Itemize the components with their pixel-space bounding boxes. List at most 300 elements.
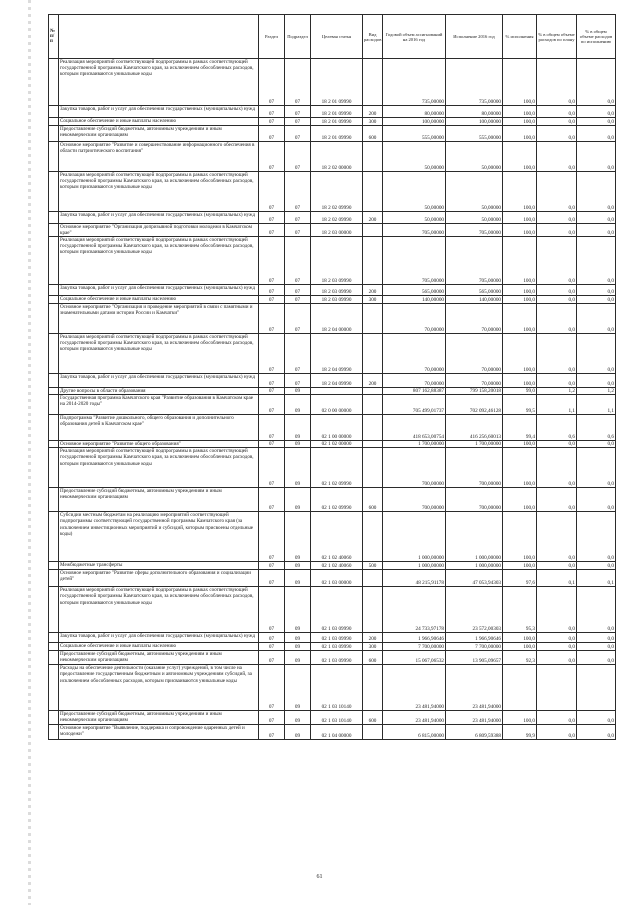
cell-subsection: 07 <box>285 374 311 388</box>
cell-share-execution: 0,0 <box>577 488 616 512</box>
header-execution: Исполнение 2016 год <box>446 15 503 59</box>
cell-name: Другие вопросы в области образования <box>59 388 259 395</box>
cell-name: Предоставление субсидий бюджетным, автономным учреждениям и иным некоммерческим организациям <box>59 651 259 665</box>
cell-section: 07 <box>259 224 285 237</box>
cell-annual-allocation: 15 067,06532 <box>383 651 446 665</box>
cell-execution: 705,00000 <box>446 224 503 237</box>
cell-expense-type <box>363 142 383 172</box>
cell-execution: 6 809,59388 <box>446 725 503 740</box>
cell-annual-allocation: 140,00000 <box>383 296 446 304</box>
cell-target-article: 18 2 01 09990 <box>311 106 363 118</box>
cell-share-plan <box>537 665 577 711</box>
cell-execution: 702 092,46128 <box>446 395 503 415</box>
cell-execution-percent: 100,0 <box>503 643 537 651</box>
cell-target-article: 02 1 00 00000 <box>311 415 363 441</box>
cell-annual-allocation: 24 733,97178 <box>383 587 446 633</box>
cell-execution: 13 905,09657 <box>446 651 503 665</box>
page-number: 61 <box>316 874 323 880</box>
cell-target-article: 02 0 00 00000 <box>311 395 363 415</box>
cell-share-execution: 0,0 <box>577 512 616 562</box>
cell-share-execution: 0,0 <box>577 643 616 651</box>
cell-name: Социальное обеспечение и иные выплаты населению <box>59 118 259 126</box>
cell-number <box>49 118 59 126</box>
cell-share-plan: 0,0 <box>537 633 577 643</box>
cell-name: Основное мероприятие "Организация допризывной подготовки молодежи в Камчатском крае" <box>59 224 259 237</box>
cell-number <box>49 296 59 304</box>
table-row <box>49 665 616 711</box>
cell-target-article: 18 2 04 09990 <box>311 334 363 374</box>
cell-section: 07 <box>259 633 285 643</box>
cell-name: Реализация мероприятий соответствующей подпрограммы в рамках соответствующей государственной программы Камчатского края, за исключением обособленных расходов, которым присваиваются уникальные коды <box>59 334 259 374</box>
cell-execution: 70,00000 <box>446 334 503 374</box>
cell-section: 07 <box>259 237 285 285</box>
cell-share-plan: 0,0 <box>537 651 577 665</box>
cell-share-plan: 0,0 <box>537 562 577 570</box>
cell-share-execution: 0,0 <box>577 448 616 488</box>
cell-expense-type <box>363 237 383 285</box>
cell-execution-percent <box>503 665 537 711</box>
cell-number <box>49 488 59 512</box>
cell-number <box>49 725 59 740</box>
cell-section: 07 <box>259 725 285 740</box>
cell-execution-percent: 100,0 <box>503 212 537 224</box>
cell-share-plan: 0,0 <box>537 224 577 237</box>
cell-target-article: 18 2 04 09990 <box>311 374 363 388</box>
cell-section: 07 <box>259 285 285 296</box>
cell-target-article: 18 2 01 09990 <box>311 59 363 106</box>
header-expense-type: Вид расходов <box>363 15 383 59</box>
header-target-article: Целевая статья <box>311 15 363 59</box>
cell-share-plan: 1,1 <box>537 395 577 415</box>
cell-expense-type <box>363 441 383 448</box>
cell-share-plan: 0,1 <box>537 570 577 587</box>
cell-name: Предоставление субсидий бюджетным, автономным учреждениям и иным некоммерческим организациям <box>59 711 259 725</box>
table-row <box>49 711 616 725</box>
cell-name: Основное мероприятие "Развитие и совершенствование информационного обеспечения в области патриотического воспитания" <box>59 142 259 172</box>
page-binding-margin <box>28 0 31 905</box>
cell-target-article: 02 1 03 10140 <box>311 711 363 725</box>
cell-share-execution: 0,0 <box>577 651 616 665</box>
cell-share-execution: 0,0 <box>577 334 616 374</box>
table-row <box>49 587 616 633</box>
cell-share-plan: 0,0 <box>537 118 577 126</box>
table-row <box>49 633 616 643</box>
cell-execution-percent: 100,0 <box>503 334 537 374</box>
cell-subsection: 07 <box>285 304 311 334</box>
table-row <box>49 106 616 118</box>
cell-name: Подпрограмма "Развитие дошкольного, общего образования и дополнительного образования детей в Камчатском крае" <box>59 415 259 441</box>
cell-subsection: 09 <box>285 512 311 562</box>
cell-subsection: 09 <box>285 488 311 512</box>
cell-name: Закупка товаров, работ и услуг для обеспечения государственных (муниципальных) нужд <box>59 212 259 224</box>
cell-name: Реализация мероприятий соответствующей подпрограммы в рамках соответствующей государственной программы Камчатского края, за исключением обособленных расходов, которым присваиваются уникальные коды <box>59 59 259 106</box>
table-row <box>49 142 616 172</box>
cell-share-plan: 0,6 <box>537 415 577 441</box>
cell-annual-allocation: 1 700,00000 <box>383 441 446 448</box>
cell-target-article <box>311 388 363 395</box>
cell-number <box>49 106 59 118</box>
cell-name: Реализация мероприятий соответствующей подпрограммы в рамках соответствующей государственной программы Камчатского края, за исключением обособленных расходов, которым присваиваются уникальные коды <box>59 237 259 285</box>
cell-number <box>49 633 59 643</box>
cell-number <box>49 334 59 374</box>
cell-execution: 70,00000 <box>446 304 503 334</box>
cell-execution: 140,00000 <box>446 296 503 304</box>
cell-number <box>49 570 59 587</box>
cell-share-execution: 0,0 <box>577 296 616 304</box>
cell-number <box>49 711 59 725</box>
cell-share-plan: 0,0 <box>537 374 577 388</box>
table-row <box>49 304 616 334</box>
cell-annual-allocation: 70,00000 <box>383 304 446 334</box>
cell-execution-percent: 99,0 <box>503 388 537 395</box>
cell-name: Предоставление субсидий бюджетным, автономным учреждениям и иным некоммерческим организациям <box>59 126 259 142</box>
cell-number <box>49 285 59 296</box>
cell-number <box>49 441 59 448</box>
cell-expense-type <box>363 512 383 562</box>
table-row <box>49 296 616 304</box>
cell-target-article: 18 2 01 09990 <box>311 118 363 126</box>
cell-subsection: 09 <box>285 415 311 441</box>
cell-execution-percent: 100,0 <box>503 441 537 448</box>
cell-expense-type <box>363 415 383 441</box>
cell-section: 07 <box>259 118 285 126</box>
cell-execution-percent: 95,3 <box>503 587 537 633</box>
cell-execution-percent: 92,3 <box>503 651 537 665</box>
cell-expense-type: 300 <box>363 296 383 304</box>
cell-expense-type <box>363 59 383 106</box>
cell-annual-allocation: 705,00000 <box>383 224 446 237</box>
cell-section: 07 <box>259 374 285 388</box>
cell-section: 07 <box>259 388 285 395</box>
cell-execution-percent: 100,0 <box>503 224 537 237</box>
cell-section: 07 <box>259 126 285 142</box>
cell-share-execution: 0,0 <box>577 126 616 142</box>
cell-section: 07 <box>259 665 285 711</box>
cell-subsection: 07 <box>285 224 311 237</box>
cell-name: Субсидии местным бюджетам на реализацию мероприятий соответствующей подпрограммы соответствующей государственной программы Камчатского края (за исключением инвестиционных мероприятий и субсидий, которым присвоены отдельные коды) <box>59 512 259 562</box>
cell-annual-allocation: 705,00000 <box>383 237 446 285</box>
cell-subsection: 09 <box>285 633 311 643</box>
cell-subsection: 09 <box>285 643 311 651</box>
cell-share-plan: 0,0 <box>537 448 577 488</box>
cell-share-execution: 0,0 <box>577 374 616 388</box>
cell-subsection: 07 <box>285 172 311 212</box>
table-row <box>49 212 616 224</box>
cell-annual-allocation: 48 215,91178 <box>383 570 446 587</box>
cell-share-execution: 0,0 <box>577 725 616 740</box>
cell-target-article: 18 2 03 09990 <box>311 237 363 285</box>
cell-annual-allocation: 1 000,00000 <box>383 512 446 562</box>
cell-share-plan: 0,0 <box>537 106 577 118</box>
table-row <box>49 374 616 388</box>
cell-subsection: 07 <box>285 59 311 106</box>
cell-annual-allocation: 23 481,94000 <box>383 711 446 725</box>
cell-share-plan: 0,0 <box>537 142 577 172</box>
cell-subsection: 09 <box>285 562 311 570</box>
cell-name: Реализация мероприятий соответствующей подпрограммы в рамках соответствующей государственной программы Камчатского края, за исключением обособленных расходов, которым присваиваются уникальные коды <box>59 448 259 488</box>
cell-execution-percent: 100,0 <box>503 448 537 488</box>
cell-share-execution: 0,1 <box>577 570 616 587</box>
cell-number <box>49 237 59 285</box>
cell-execution-percent: 100,0 <box>503 172 537 212</box>
cell-target-article: 02 1 04 00000 <box>311 725 363 740</box>
cell-share-execution <box>577 665 616 711</box>
cell-number <box>49 512 59 562</box>
cell-expense-type <box>363 334 383 374</box>
cell-annual-allocation: 80,00000 <box>383 106 446 118</box>
cell-section: 07 <box>259 296 285 304</box>
cell-execution-percent: 100,0 <box>503 142 537 172</box>
cell-subsection: 07 <box>285 126 311 142</box>
cell-subsection: 07 <box>285 237 311 285</box>
cell-execution: 799 158,20018 <box>446 388 503 395</box>
cell-expense-type: 200 <box>363 374 383 388</box>
table-row <box>49 448 616 488</box>
cell-expense-type <box>363 665 383 711</box>
cell-number <box>49 374 59 388</box>
cell-expense-type <box>363 172 383 212</box>
cell-section: 07 <box>259 106 285 118</box>
cell-section: 07 <box>259 587 285 633</box>
table-row <box>49 126 616 142</box>
cell-share-execution: 1,2 <box>577 388 616 395</box>
cell-name: Основное мероприятие "Развитие общего образования" <box>59 441 259 448</box>
cell-name: Закупка товаров, работ и услуг для обеспечения государственных (муниципальных) нужд <box>59 633 259 643</box>
table-row <box>49 172 616 212</box>
cell-annual-allocation: 700,00000 <box>383 448 446 488</box>
table-row <box>49 237 616 285</box>
cell-subsection: 09 <box>285 725 311 740</box>
cell-execution: 50,00000 <box>446 142 503 172</box>
cell-expense-type <box>363 304 383 334</box>
cell-execution: 1 000,00000 <box>446 562 503 570</box>
table-row <box>49 512 616 562</box>
cell-subsection: 07 <box>285 212 311 224</box>
header-number: № п/п <box>49 15 59 59</box>
cell-section: 07 <box>259 448 285 488</box>
cell-target-article: 02 1 03 09990 <box>311 587 363 633</box>
cell-expense-type: 200 <box>363 633 383 643</box>
cell-name: Закупка товаров, работ и услуг для обеспечения государственных (муниципальных) нужд <box>59 285 259 296</box>
cell-section: 07 <box>259 711 285 725</box>
cell-section: 07 <box>259 570 285 587</box>
cell-share-execution: 0,0 <box>577 142 616 172</box>
cell-execution-percent: 100,0 <box>503 106 537 118</box>
cell-annual-allocation: 6 815,00000 <box>383 725 446 740</box>
cell-execution-percent: 100,0 <box>503 118 537 126</box>
cell-number <box>49 304 59 334</box>
cell-annual-allocation: 555,00000 <box>383 126 446 142</box>
cell-share-execution: 0,0 <box>577 172 616 212</box>
cell-share-plan: 0,0 <box>537 441 577 448</box>
cell-subsection: 09 <box>285 587 311 633</box>
table-header <box>49 15 616 59</box>
table-row <box>49 643 616 651</box>
cell-execution: 565,00000 <box>446 285 503 296</box>
cell-execution: 23 481,94000 <box>446 711 503 725</box>
cell-execution: 700,00000 <box>446 448 503 488</box>
cell-execution-percent: 100,0 <box>503 126 537 142</box>
cell-subsection: 09 <box>285 388 311 395</box>
cell-name: Социальное обеспечение и иные выплаты населению <box>59 643 259 651</box>
cell-expense-type: 600 <box>363 126 383 142</box>
cell-execution: 735,00000 <box>446 59 503 106</box>
header-execution-percent: % исполнения <box>503 15 537 59</box>
cell-name: Основное мероприятие "Развитие сферы дополнительного образования и социализации детей" <box>59 570 259 587</box>
table-row <box>49 441 616 448</box>
cell-execution: 700,00000 <box>446 488 503 512</box>
cell-execution: 7 700,00000 <box>446 643 503 651</box>
cell-subsection: 09 <box>285 570 311 587</box>
cell-execution: 50,00000 <box>446 172 503 212</box>
cell-target-article: 02 1 02 40060 <box>311 562 363 570</box>
cell-annual-allocation: 1 000,00000 <box>383 562 446 570</box>
cell-target-article: 18 2 02 09990 <box>311 212 363 224</box>
cell-number <box>49 142 59 172</box>
cell-share-execution: 0,0 <box>577 212 616 224</box>
cell-number <box>49 212 59 224</box>
table-row <box>49 59 616 106</box>
cell-share-execution: 0,0 <box>577 304 616 334</box>
cell-execution-percent: 100,0 <box>503 237 537 285</box>
cell-share-execution: 0,0 <box>577 237 616 285</box>
cell-name: Закупка товаров, работ и услуг для обеспечения государственных (муниципальных) нужд <box>59 374 259 388</box>
cell-subsection: 07 <box>285 296 311 304</box>
table-row <box>49 285 616 296</box>
cell-execution: 1 700,00000 <box>446 441 503 448</box>
cell-share-execution: 0,0 <box>577 106 616 118</box>
cell-subsection: 07 <box>285 118 311 126</box>
cell-target-article: 02 1 02 40060 <box>311 512 363 562</box>
cell-subsection: 09 <box>285 448 311 488</box>
cell-execution: 555,00000 <box>446 126 503 142</box>
table-row <box>49 118 616 126</box>
cell-number <box>49 388 59 395</box>
cell-execution-percent: 99,4 <box>503 415 537 441</box>
table-row <box>49 224 616 237</box>
cell-subsection: 09 <box>285 395 311 415</box>
cell-expense-type: 600 <box>363 711 383 725</box>
cell-share-execution: 0,0 <box>577 633 616 643</box>
cell-share-plan: 0,0 <box>537 296 577 304</box>
table-row <box>49 488 616 512</box>
header-share-execution: % в общем объеме расходов по исполнению <box>577 15 616 59</box>
cell-share-execution: 0,0 <box>577 118 616 126</box>
cell-number <box>49 59 59 106</box>
cell-number <box>49 651 59 665</box>
cell-target-article: 02 1 03 09990 <box>311 633 363 643</box>
cell-subsection: 07 <box>285 142 311 172</box>
cell-share-plan: 0,0 <box>537 725 577 740</box>
cell-section: 07 <box>259 651 285 665</box>
cell-target-article: 18 2 02 00000 <box>311 142 363 172</box>
cell-name: Предоставление субсидий бюджетным, автономным учреждениям и иным некоммерческим организациям <box>59 488 259 512</box>
cell-expense-type <box>363 224 383 237</box>
cell-section: 07 <box>259 59 285 106</box>
cell-share-plan: 0,0 <box>537 643 577 651</box>
cell-annual-allocation: 705 499,01737 <box>383 395 446 415</box>
cell-annual-allocation: 418 653,00754 <box>383 415 446 441</box>
cell-section: 07 <box>259 212 285 224</box>
cell-expense-type: 200 <box>363 106 383 118</box>
cell-share-execution: 0,0 <box>577 711 616 725</box>
cell-target-article: 02 1 03 09990 <box>311 643 363 651</box>
cell-share-plan: 0,0 <box>537 237 577 285</box>
cell-share-execution: 1,1 <box>577 395 616 415</box>
cell-number <box>49 172 59 212</box>
cell-execution-percent: 100,0 <box>503 59 537 106</box>
cell-subsection: 07 <box>285 106 311 118</box>
cell-section: 07 <box>259 441 285 448</box>
cell-annual-allocation: 50,00000 <box>383 142 446 172</box>
cell-annual-allocation: 565,00000 <box>383 285 446 296</box>
cell-name: Расходы на обеспечение деятельности (оказание услуг) учреждений, в том числе на предоставление государственным бюджетным и автономным учреждениям субсидий, за исключением обособленных расходов, которым присваиваются уникальные коды <box>59 665 259 711</box>
cell-annual-allocation: 735,00000 <box>383 59 446 106</box>
cell-name: Государственная программа Камчатского края "Развитие образования в Камчатском крае на 2014-2020 годы" <box>59 395 259 415</box>
cell-execution: 100,00000 <box>446 118 503 126</box>
header-annual-allocation: Годовой объем ассигнований на 2016 год <box>383 15 446 59</box>
cell-subsection: 09 <box>285 651 311 665</box>
cell-share-plan: 0,0 <box>537 488 577 512</box>
cell-execution: 70,00000 <box>446 374 503 388</box>
cell-subsection: 07 <box>285 285 311 296</box>
cell-number <box>49 643 59 651</box>
cell-execution-percent: 100,0 <box>503 285 537 296</box>
cell-share-execution: 0,0 <box>577 224 616 237</box>
cell-share-plan: 0,0 <box>537 512 577 562</box>
cell-expense-type: 200 <box>363 285 383 296</box>
cell-target-article: 02 1 02 09990 <box>311 448 363 488</box>
cell-execution-percent: 100,0 <box>503 304 537 334</box>
cell-execution: 23 481,94000 <box>446 665 503 711</box>
cell-name: Основное мероприятие "Выявление, поддержка и сопровождение одаренных детей и молодежи" <box>59 725 259 740</box>
cell-subsection: 09 <box>285 665 311 711</box>
cell-target-article: 18 2 04 00000 <box>311 304 363 334</box>
cell-number <box>49 224 59 237</box>
cell-number <box>49 395 59 415</box>
header-name <box>59 15 259 59</box>
cell-execution-percent: 100,0 <box>503 512 537 562</box>
cell-execution: 80,00000 <box>446 106 503 118</box>
cell-share-plan: 0,0 <box>537 212 577 224</box>
cell-share-plan: 0,0 <box>537 59 577 106</box>
cell-execution: 705,00000 <box>446 237 503 285</box>
cell-target-article: 02 1 03 10140 <box>311 665 363 711</box>
cell-share-execution: 0,0 <box>577 285 616 296</box>
cell-section: 07 <box>259 512 285 562</box>
cell-name: Основное мероприятие "Организация и проведение мероприятий в связи с памятными и знаменательными датами истории России и Камчатки" <box>59 304 259 334</box>
table-row <box>49 651 616 665</box>
cell-annual-allocation: 23 481,94000 <box>383 665 446 711</box>
cell-expense-type: 300 <box>363 643 383 651</box>
budget-execution-table <box>48 14 616 740</box>
cell-annual-allocation: 70,00000 <box>383 334 446 374</box>
cell-execution-percent: 100,0 <box>503 711 537 725</box>
cell-section: 07 <box>259 488 285 512</box>
cell-share-plan: 1,2 <box>537 388 577 395</box>
cell-expense-type <box>363 587 383 633</box>
cell-expense-type <box>363 570 383 587</box>
cell-share-execution: 0,0 <box>577 441 616 448</box>
cell-number <box>49 587 59 633</box>
cell-section: 07 <box>259 172 285 212</box>
cell-share-execution: 0,0 <box>577 59 616 106</box>
cell-annual-allocation: 50,00000 <box>383 212 446 224</box>
cell-share-plan: 0,0 <box>537 285 577 296</box>
cell-number <box>49 448 59 488</box>
cell-section: 07 <box>259 395 285 415</box>
cell-share-plan: 0,0 <box>537 587 577 633</box>
